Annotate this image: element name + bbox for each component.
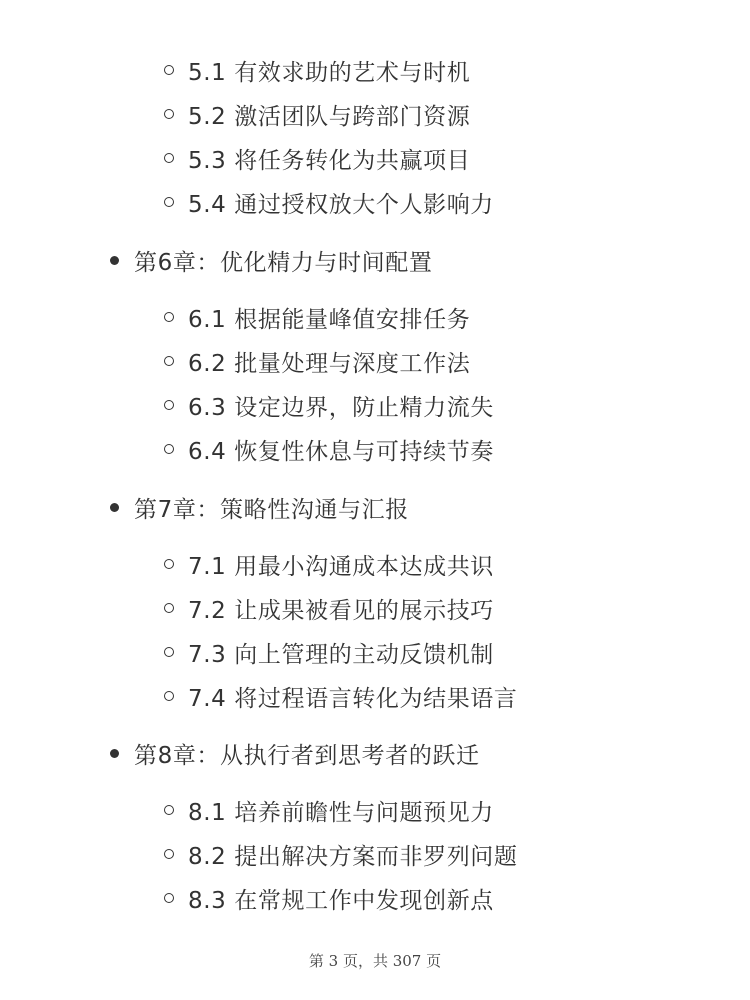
hollow-bullet-icon — [164, 849, 174, 859]
hollow-bullet-icon — [164, 197, 174, 207]
hollow-bullet-icon — [164, 356, 174, 366]
hollow-bullet-icon — [164, 400, 174, 410]
outline-item-text: 8.1 培养前瞻性与问题预见力 — [188, 799, 494, 826]
outline-item-6-2 — [164, 341, 470, 381]
outline-item-5-4 — [164, 182, 494, 222]
outline-item-text: 5.4 通过授权放大个人影响力 — [188, 191, 494, 218]
outline-item-text: 6.1 根据能量峰值安排任务 — [188, 306, 471, 333]
outline-item-7-2 — [164, 588, 494, 628]
hollow-bullet-icon — [164, 647, 174, 657]
hollow-bullet-icon — [164, 153, 174, 163]
outline-item-text: 8.2 提出解决方案而非罗列问题 — [188, 843, 518, 870]
outline-item-7-4 — [164, 676, 518, 716]
outline-item-5-3 — [164, 138, 470, 178]
outline-item-text: 5.3 将任务转化为共赢项目 — [188, 147, 471, 174]
hollow-bullet-icon — [164, 312, 174, 322]
outline-item-text: 7.1 用最小沟通成本达成共识 — [188, 553, 494, 580]
outline-item-7-1 — [164, 544, 494, 584]
filled-bullet-icon — [110, 749, 119, 758]
hollow-bullet-icon — [164, 805, 174, 815]
hollow-bullet-icon — [164, 444, 174, 454]
outline-item-8-3 — [164, 878, 494, 918]
outline-item-5-1 — [164, 50, 470, 90]
outline-item-text: 6.3 设定边界，防止精力流失 — [188, 394, 494, 421]
outline-item-text: 5.2 激活团队与跨部门资源 — [188, 103, 471, 130]
hollow-bullet-icon — [164, 109, 174, 119]
outline-item-text: 5.1 有效求助的艺术与时机 — [188, 59, 471, 86]
outline-item-8-1 — [164, 790, 494, 830]
outline-item-8-2 — [164, 834, 518, 874]
hollow-bullet-icon — [164, 603, 174, 613]
filled-bullet-icon — [110, 503, 119, 512]
outline-item-text: 7.2 让成果被看见的展示技巧 — [188, 597, 494, 624]
outline-chapter-6 — [110, 240, 432, 280]
filled-bullet-icon — [110, 256, 119, 265]
outline-item-text: 7.4 将过程语言转化为结果语言 — [188, 685, 518, 712]
hollow-bullet-icon — [164, 691, 174, 701]
outline-chapter-text: 第8章：从执行者到思考者的跃迁 — [134, 742, 480, 769]
hollow-bullet-icon — [164, 893, 174, 903]
page-number-footer: 第 3 页，共 307 页 — [308, 952, 442, 970]
outline-item-7-3 — [164, 632, 494, 672]
hollow-bullet-icon — [164, 65, 174, 75]
outline-chapter-7 — [110, 487, 409, 527]
outline-chapter-8 — [110, 733, 480, 773]
outline-item-text: 6.4 恢复性休息与可持续节奏 — [188, 438, 494, 465]
outline-item-5-2 — [164, 94, 470, 134]
outline-item-6-4 — [164, 429, 494, 469]
outline-item-6-3 — [164, 385, 494, 425]
outline-item-text: 6.2 批量处理与深度工作法 — [188, 350, 471, 377]
outline-item-text: 8.3 在常规工作中发现创新点 — [188, 887, 494, 914]
outline-chapter-text: 第7章：策略性沟通与汇报 — [134, 496, 409, 523]
outline-item-6-1 — [164, 297, 470, 337]
outline-item-text: 7.3 向上管理的主动反馈机制 — [188, 641, 494, 668]
outline-chapter-text: 第6章：优化精力与时间配置 — [134, 249, 433, 276]
hollow-bullet-icon — [164, 559, 174, 569]
